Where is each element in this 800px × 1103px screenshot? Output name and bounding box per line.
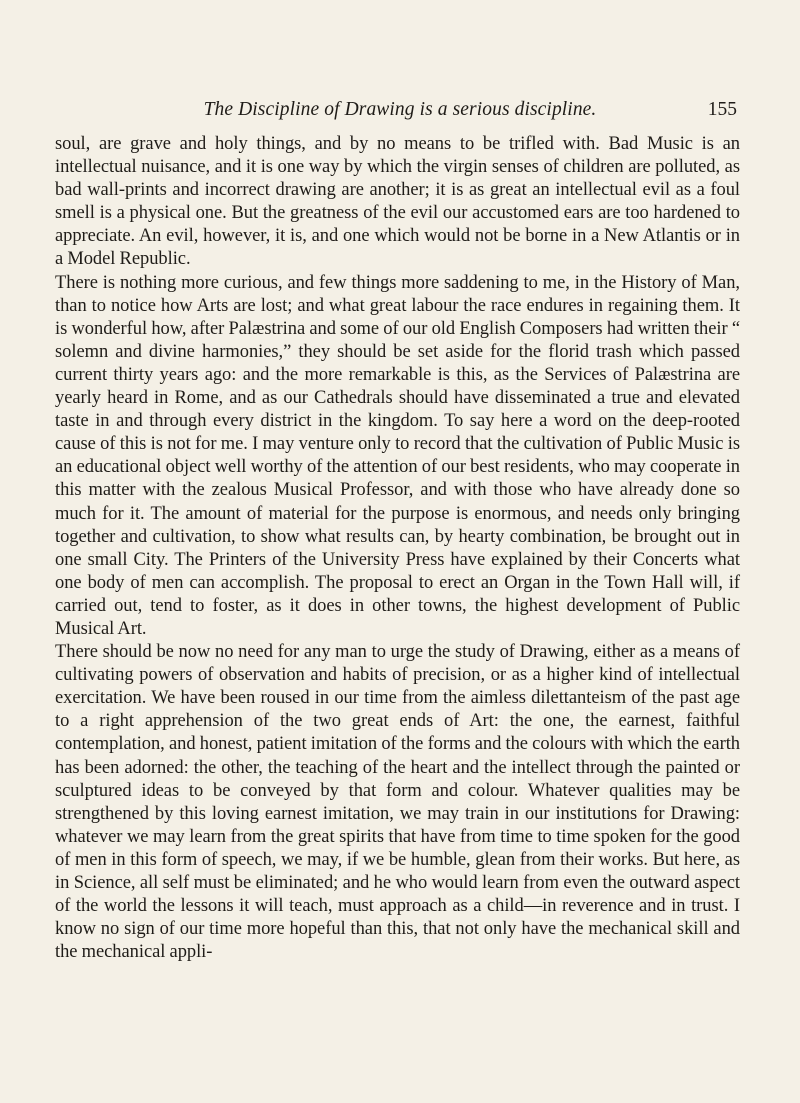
paragraph-1: soul, are grave and holy things, and by no means to be trifled with. Bad Music is an intellectual nuisance, and it is one way by which the virgin senses of children are polluted, as bad wall-prints and incorrect drawing are another; it is as great an intellectual evil as a foul smell is a physical one. But the greatness of the evil our accustomed ears are too hardened to appreciate. An evil, however, it is, and one which would not be borne in a New Atlantis or in a Model Republic. (55, 134, 740, 270)
running-title: The Discipline of Drawing is a serious discipline. (203, 99, 597, 120)
page-number: 155 (707, 99, 737, 120)
body-text (55, 133, 740, 964)
paragraph-2: There is nothing more curious, and few things more saddening to me, in the History of Man, than to notice how Arts are lost; and what great labour the race endures in regaining them. It is wonderful how, after Palæstrina and some of our old English Composers had written their “ solemn and divine harmonies,” they should be set aside for the florid trash which passed current thirty years ago: and the more remarkable is this, as the Services of Palæstrina are yearly heard in Rome, and as our Cathedrals should have disseminated a true and elevated taste in and through every district in the kingdom. To say here a word on the deep-rooted cause of this is not for me. I may venture only to record that the cultivation of Public Music is an educational object well worthy of the attention of our best residents, who may cooperate in this matter with the zealous Musical Professor, and with those who have already done so much for it. The amount of material for the purpose is enormous, and needs only bringing together and cultivation, to show what results can, by hearty combination, be brought out in one small City. The Printers of the University Press have explained by their Concerts what one body of men can accomplish. The proposal to erect an Organ in the Town Hall will, if carried out, tend to foster, as it does in other towns, the highest development of Public Musical Art. (55, 272, 740, 639)
running-header (55, 96, 745, 124)
paragraph-3: There should be now no need for any man to urge the study of Drawing, either as a means of cultivating powers of observation and habits of precision, or as a higher kind of intellectual exercitation. We have been roused in our time from the aimless dilettanteism of the past age to a right apprehension of the two great ends of Art: the one, the earnest, faithful contemplation, and honest, patient imitation of the forms and the colours with which the earth has been adorned: the other, the teaching of the heart and the intellect through the painted or sculptured ideas to be conveyed by that form and colour. Whatever qualities may be strengthened by this loving earnest imitation, we may train in our institutions for Drawing: whatever we may learn from the great spirits that have from time to time spoken for the good of men in this form of speech, we may, if we be humble, glean from their works. But here, as in Science, all self must be eliminated; and he who would learn from even the outward aspect of the world the lessons it will teach, must approach as a child—in reverence and in trust. I know no sign of our time more hopeful than this, that not only have the mechanical skill and the mechanical appli- (55, 642, 740, 963)
